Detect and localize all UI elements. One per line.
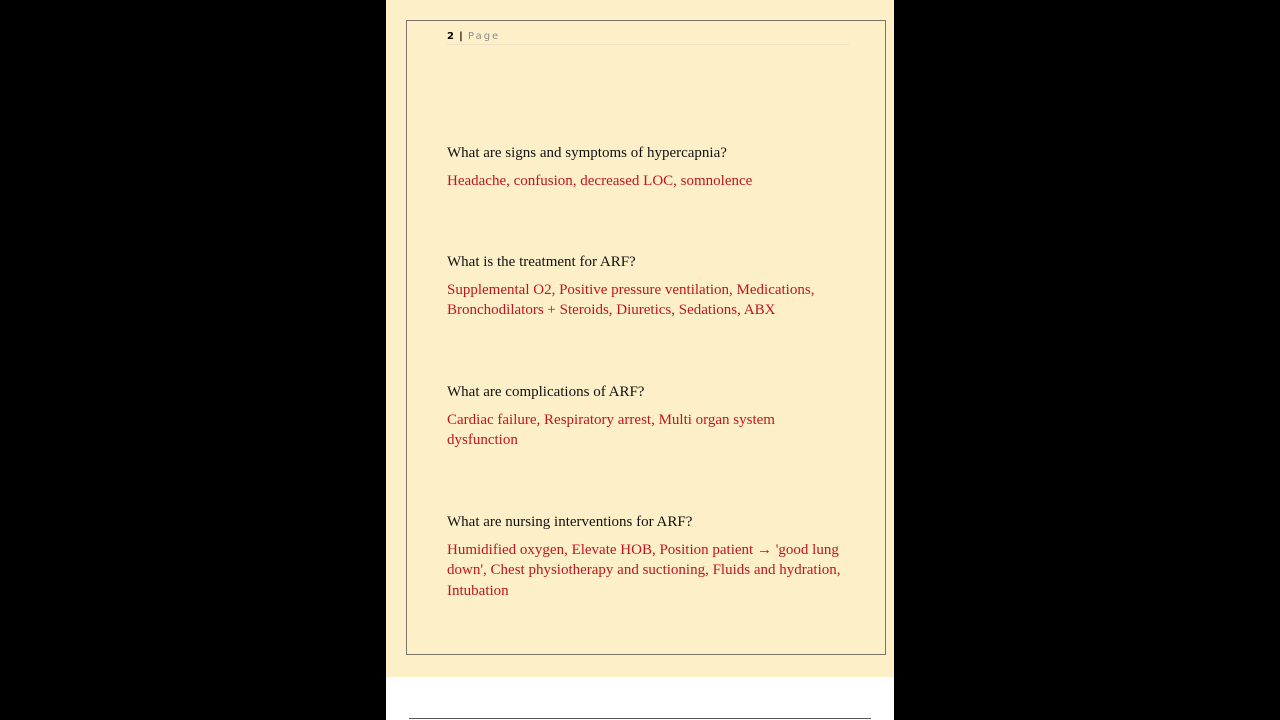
answer-text: Humidified oxygen, Elevate HOB, Position patient → 'good lung down', Chest physiotherapy and suctioning, Fluids and hydration, Intubation: [447, 541, 841, 599]
page-number: 2: [447, 31, 454, 42]
question-text: What are signs and symptoms of hypercapnia?: [447, 145, 727, 161]
document-page: [386, 0, 894, 677]
page-header: [447, 31, 849, 45]
qa-item: [447, 252, 847, 321]
qa-item: [447, 143, 847, 191]
page-label: Page: [468, 31, 501, 42]
answer-text: Cardiac failure, Respiratory arrest, Multi organ system dysfunction: [447, 411, 775, 448]
next-page-preview: [386, 677, 894, 720]
next-page-rule: [409, 718, 871, 719]
question-text: What are complications of ARF?: [447, 384, 645, 400]
question-text: What are nursing interventions for ARF?: [447, 514, 693, 530]
question-text: What is the treatment for ARF?: [447, 254, 636, 270]
qa-item: [447, 382, 847, 451]
qa-item: [447, 512, 847, 601]
answer-text: Supplemental O2, Positive pressure ventilation, Medications, Bronchodilators + Steroids, Diuretics, Sedations, ABX: [447, 281, 815, 318]
page-separator: |: [459, 31, 463, 42]
answer-text: Headache, confusion, decreased LOC, somnolence: [447, 172, 753, 189]
